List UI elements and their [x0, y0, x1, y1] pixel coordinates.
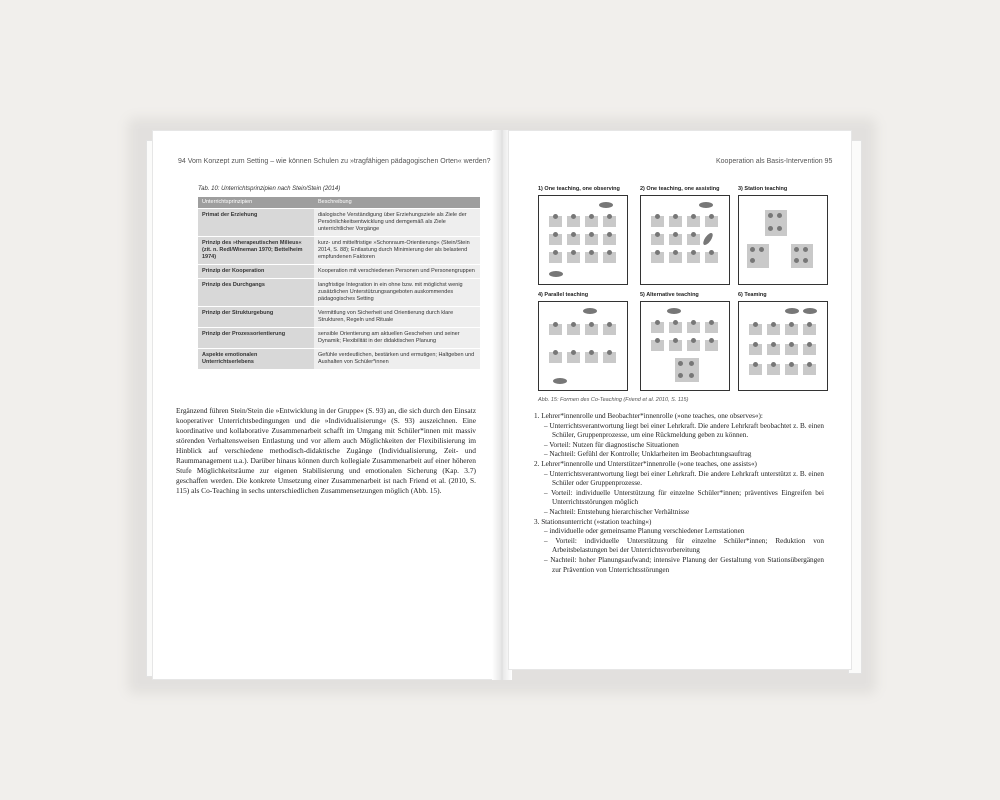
table-header: Unterrichtsprinzipien [198, 197, 314, 209]
pupil-icon [789, 322, 794, 327]
pupil-icon [803, 258, 808, 263]
list-item: – Vorteil: Nutzen für diagnostische Situationen [544, 440, 679, 449]
pupil-icon [709, 214, 714, 219]
table-cell: Vermittlung von Sicherheit und Orientierung durch klare Strukturen, Regeln und Rituale [314, 307, 480, 328]
pupil-icon [807, 362, 812, 367]
pupil-icon [750, 247, 755, 252]
pupil-icon [768, 213, 773, 218]
table-cell: Prinzip der Kooperation [198, 265, 314, 279]
pupil-icon [771, 342, 776, 347]
figure-panel [640, 186, 732, 285]
pupil-icon [673, 214, 678, 219]
pupil-icon [589, 214, 594, 219]
table-row [198, 307, 480, 328]
table-row [198, 237, 480, 265]
figure-panel [538, 292, 630, 391]
table-row [198, 279, 480, 307]
pupil-icon [691, 338, 696, 343]
table-row [198, 209, 480, 237]
table-caption: Tab. 10: Unterrichtsprinzipien nach Stein/Stein (2014) [198, 186, 341, 192]
pupil-icon [750, 258, 755, 263]
table-cell: Prinzip des Durchgangs [198, 279, 314, 307]
table-cell: Prinzip der Prozessorientierung [198, 328, 314, 349]
pupil-icon [794, 247, 799, 252]
pupil-icon [589, 250, 594, 255]
classroom-diagram [738, 301, 828, 391]
teacher-icon [699, 202, 713, 208]
figure-panel-title: 3) Station teaching [738, 186, 788, 192]
table-row [198, 328, 480, 349]
pupil-icon [607, 214, 612, 219]
pupil-icon [709, 338, 714, 343]
table-cell: sensible Orientierung am aktuellen Geschehen und seiner Dynamik; Flexibilität in der didaktischen Planung [314, 328, 480, 349]
pupil-icon [794, 258, 799, 263]
list-item-title: 2. Lehrer*innenrolle und Unterstützer*innenrolle (»one teaches, one assists«) [534, 459, 757, 468]
table-cell: kurz- und mittelfristige »Schonraum-Orientierung« (Stein/Stein 2014, S. 88); Entlastung durch Minimierung der als belastend empfundenen Faktoren [314, 237, 480, 265]
pupil-icon [691, 250, 696, 255]
running-head-right: Kooperation als Basis-Intervention 95 [716, 158, 833, 165]
table-row [198, 265, 480, 279]
figure-panel [738, 292, 830, 391]
figure-panel-title: 4) Parallel teaching [538, 292, 589, 298]
pupil-icon [607, 350, 612, 355]
table-header: Beschreibung [314, 197, 480, 209]
pupil-icon [589, 350, 594, 355]
pupil-icon [571, 322, 576, 327]
list-item: – individuelle oder gemeinsame Planung verschiedener Lernstationen [544, 527, 745, 536]
list-item: – Unterrichtsverantwortung liegt bei einer Lehrkraft. Die andere Lehrkraft beobachtet z. B. einen Schüler, Gruppenprozesse, um eine Rückmeldung geben zu können. [544, 421, 824, 440]
pupil-icon [673, 250, 678, 255]
pupil-icon [607, 322, 612, 327]
table-cell: Prinzip des »therapeutischen Milieus« (zit. n. Redl/Wineman 1970; Bettelheim 1974) [198, 237, 314, 265]
pupil-icon [691, 320, 696, 325]
pupil-icon [673, 338, 678, 343]
list-item: – Unterrichtsverantwortung liegt bei einer Lehrkraft. Die andere Lehrkraft unterstützt z. B. einen Schüler oder Gruppenprozesse. [544, 469, 824, 488]
pupil-icon [655, 250, 660, 255]
figure-panel-title: 6) Teaming [738, 292, 767, 298]
pupil-icon [655, 320, 660, 325]
list-item-title: 3. Stationsunterricht (»station teaching«) [534, 517, 652, 526]
pupil-icon [691, 232, 696, 237]
pupil-icon [689, 373, 694, 378]
running-head-left: 94 Vom Konzept zum Setting – wie können Schulen zu »tragfähigen pädagogischen Orten« werden? [178, 158, 491, 165]
pupil-icon [789, 362, 794, 367]
pupil-icon [589, 232, 594, 237]
left-body-paragraph: Ergänzend führen Stein/Stein die »Entwicklung in der Gruppe« (S. 93) an, die sich durch den Einsatz kooperativer Unterrichtsbedingungen und die »Individualisierung« (S. 93) auszeichnen. Eine koordinative und kollaborative Zusammenarbeit schafft im Umgang mit Schüler*innen mit massiv störenden Verhaltensweisen Entlastung und vor allem auch Möglichkeiten der Flexibilisierung im Hinblick auf verschiedene methodisch-didaktische Zugänge (Individualisierung, Zeit- und Raummanagement u.a.). Darüber hinaus können durch kollegiale Zusammenarbeit auf einer höheren Stufe Möglichkeitsräume zur eigenen Stabilisierung und emotionalen Sicherung (Kap. 3.7) geschaffen werden. Die konkrete Umsetzung einer Zusammenarbeit ist nach Friend et al. (2010, S. 115) als Co-Teaching in sechs unterschiedlichen Zusammensetzungen möglich (Abb. 15). [176, 406, 476, 495]
teacher-icon [785, 308, 799, 314]
classroom-diagram [538, 195, 628, 285]
pupil-icon [571, 214, 576, 219]
pupil-icon [771, 362, 776, 367]
teacher-icon [599, 202, 613, 208]
table-cell: Aspekte emotionalen Unterrichtserlebens [198, 349, 314, 370]
pupil-icon [553, 322, 558, 327]
pupil-icon [553, 250, 558, 255]
pupil-icon [807, 342, 812, 347]
teacher-icon [583, 308, 597, 314]
pupil-icon [589, 322, 594, 327]
pupil-icon [673, 320, 678, 325]
table-cell: langfristige Integration in ein ohne bzw. mit möglichst wenig zusätzlichen Unterstützungsangeboten auskommendes pädagogisches Setting [314, 279, 480, 307]
pupil-icon [768, 226, 773, 231]
co-teaching-list [534, 412, 824, 575]
list-item-title: 1. Lehrer*innenrolle und Beobachter*innenrolle (»one teaches, one observes«): [534, 412, 763, 420]
pupil-icon [709, 250, 714, 255]
pupil-icon [789, 342, 794, 347]
pupil-icon [607, 232, 612, 237]
pupil-icon [753, 362, 758, 367]
teacher-icon [667, 308, 681, 314]
classroom-diagram [738, 195, 828, 285]
pupil-icon [571, 232, 576, 237]
list-item: – Vorteil: individuelle Unterstützung für einzelne Schüler*innen; präventives Eingreifen bei Unterrichtsstörungen möglich [544, 488, 824, 507]
pupil-icon [571, 350, 576, 355]
pupil-icon [689, 361, 694, 366]
pupil-icon [655, 232, 660, 237]
pupil-icon [753, 342, 758, 347]
classroom-diagram [640, 195, 730, 285]
pupil-icon [777, 213, 782, 218]
pupil-icon [771, 322, 776, 327]
pupil-icon [709, 320, 714, 325]
table-cell: Primat der Erziehung [198, 209, 314, 237]
figure-panel-title: 2) One teaching, one assisting [640, 186, 720, 192]
teacher-icon [549, 271, 563, 277]
classroom-diagram [640, 301, 730, 391]
pupil-icon [759, 247, 764, 252]
list-item: – Nachteil: Entstehung hierarchischer Verhältnisse [544, 507, 690, 516]
pupil-icon [803, 247, 808, 252]
teacher-icon [702, 232, 715, 247]
teacher-icon [803, 308, 817, 314]
teacher-icon [553, 378, 567, 384]
figure-caption: Abb. 15: Formen des Co-Teaching (Friend et al. 2010, S. 115) [538, 397, 689, 403]
pupil-icon [553, 232, 558, 237]
figure-panel [640, 292, 732, 391]
pupil-icon [691, 214, 696, 219]
figure-panel [738, 186, 830, 285]
figure-panel-title: 5) Alternative teaching [640, 292, 699, 298]
pupil-icon [678, 373, 683, 378]
pupil-icon [607, 250, 612, 255]
pupil-icon [807, 322, 812, 327]
figure-panel [538, 186, 630, 285]
pupil-icon [655, 338, 660, 343]
pupil-icon [553, 214, 558, 219]
pupil-icon [553, 350, 558, 355]
list-item: – Nachteil: hoher Planungsaufwand; intensive Planung der Gestaltung von Stationsübergängen zur Prävention von Unterrichtsstörungen [544, 555, 824, 574]
figure-panel-title: 1) One teaching, one observing [538, 186, 620, 192]
table-cell: Gefühle verdeutlichen, bestärken und ermutigen; Haltgeben und Aushalten von Schüler*innen [314, 349, 480, 370]
pupil-icon [571, 250, 576, 255]
classroom-diagram [538, 301, 628, 391]
list-item: – Nachteil: Gefühl der Kontrolle; Unklarheiten im Beobachtungsauftrag [544, 450, 752, 459]
table-cell: Prinzip der Strukturgebung [198, 307, 314, 328]
pupil-icon [753, 322, 758, 327]
table-cell: Kooperation mit verschiedenen Personen und Personengruppen [314, 265, 480, 279]
pupil-icon [678, 361, 683, 366]
pupil-icon [673, 232, 678, 237]
pupil-icon [655, 214, 660, 219]
principles-table [198, 197, 480, 370]
table-row [198, 349, 480, 370]
list-item: – Vorteil: individuelle Unterstützung für einzelne Schüler*innen; Reduktion von Arbeitsbelastungen bei der Unterrichtsvorbereitung [544, 536, 824, 555]
pupil-icon [777, 226, 782, 231]
table-cell: dialogische Verständigung über Erziehungsziele als Ziele der Persönlichkeitsentwicklung und demgemäß als Ziele unterrichtlicher Vorgänge [314, 209, 480, 237]
